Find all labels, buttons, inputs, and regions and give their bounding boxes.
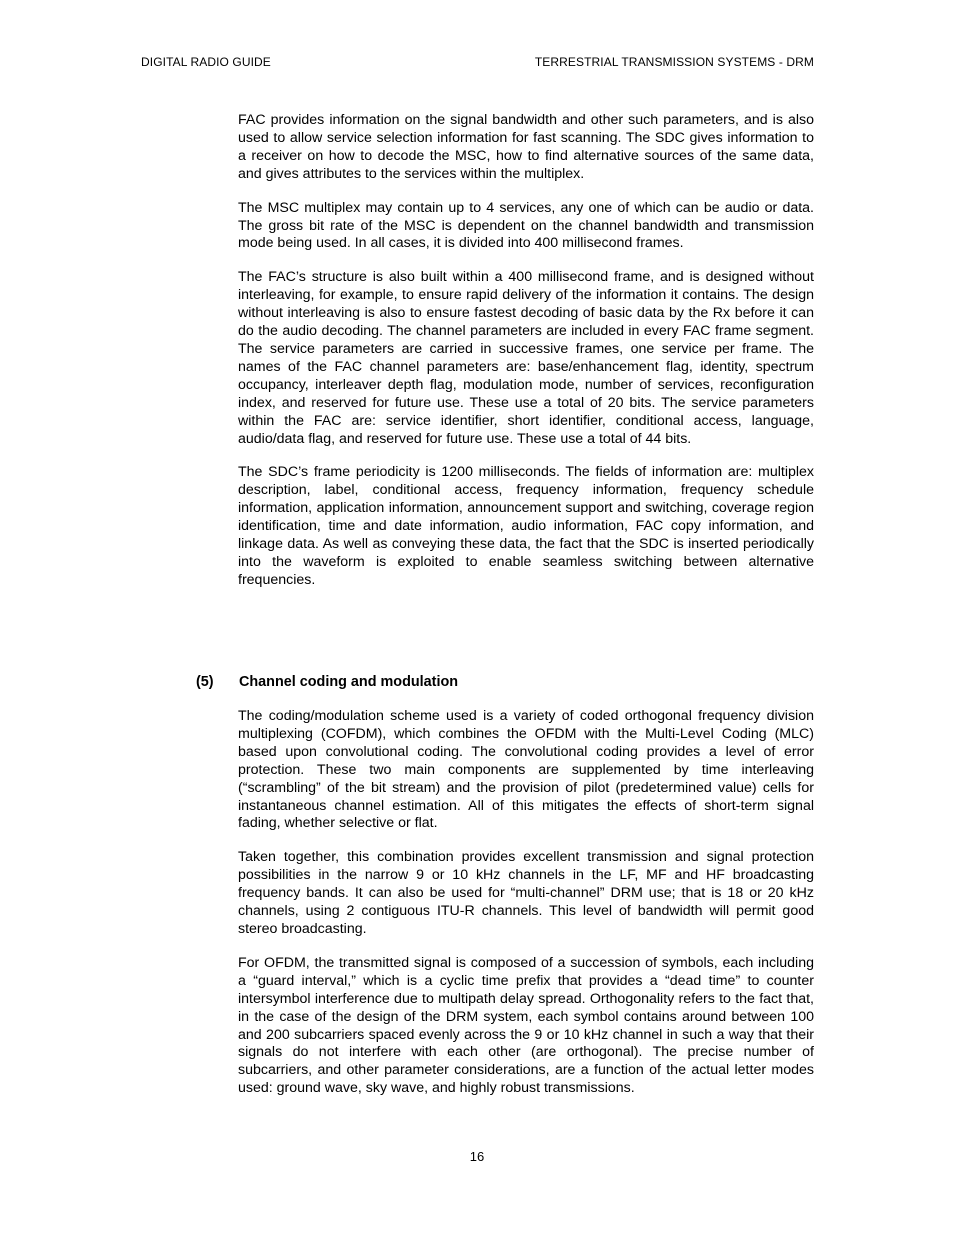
header-section-title: TERRESTRIAL TRANSMISSION SYSTEMS - DRM <box>534 55 814 69</box>
paragraph-fac-sdc: FAC provides information on the signal bandwidth and other such parameters, and is also used to allow service selection information for fast scanning. The SDC gives information to a receiver on how to decode the MSC, how to find alternative sources of the same data, and gives attributes to the services within the multiplex. <box>238 112 814 182</box>
intro-text-block <box>238 112 814 606</box>
section-text-block <box>238 708 814 1114</box>
paragraph-msc-multiplex: The MSC multiplex may contain up to 4 services, any one of which can be audio or data. The gross bit rate of the MSC is dependent on the channel bandwidth and transmission mode being used. In all cases, it is divided into 400 millisecond frames. <box>238 199 814 252</box>
header-document-title: DIGITAL RADIO GUIDE <box>141 55 271 69</box>
paragraph-sdc-frame: The SDC’s frame periodicity is 1200 milliseconds. The fields of information are: multiplex description, label, conditional access, frequency information, frequency schedule information, application information, announcement support and switching, coverage region identification, time and date information, audio information, FAC copy information, and linkage data. As well as conveying these data, the fact that the SDC is inserted periodically into the waveform is exploited to enable seamless switching between alternative frequencies. <box>238 464 814 588</box>
section-title: Channel coding and modulation <box>239 674 459 690</box>
section-number: (5) <box>196 674 214 690</box>
paragraph-fac-structure: The FAC’s structure is also built within a 400 millisecond frame, and is designed without interleaving, for example, to ensure rapid delivery of the information it contains. The design without interleaving is also to ensure fastest decoding of basic data by the Rx before it can do the audio decoding. The channel parameters are included in every FAC frame segment. The service parameters are carried in successive frames, one service per frame. The names of the FAC channel parameters are: base/enhancement flag, identity, spectrum occupancy, interleaver depth flag, modulation mode, number of services, reconfiguration index, and reserved for future use. These use a total of 20 bits. The service parameters within the FAC are: service identifier, short identifier, conditional access, language, audio/data flag, and reserved for future use. These use a total of 44 bits. <box>238 269 814 447</box>
page-number: 16 <box>469 1149 485 1164</box>
paragraph-channels: Taken together, this combination provides excellent transmission and signal protection possibilities in the narrow 9 or 10 kHz channels in the LF, MF and HF broadcasting frequency bands. It can also be used for “multi-channel” DRM use; that is 18 or 20 kHz channels, using 2 contiguous ITU-R channels. This level of bandwidth will permit good stereo broadcasting. <box>238 849 814 937</box>
paragraph-ofdm-symbols: For OFDM, the transmitted signal is composed of a succession of symbols, each including a “guard interval,” which is a cyclic time prefix that provides a “dead time” to counter intersymbol interference due to multipath delay spread. Orthogonality refers to the fact that, in the case of the design of the DRM system, each symbol contains around between 100 and 200 subcarriers spaced evenly across the 9 or 10 kHz channel in such a way that their signals do not interfere with each other (are orthogonal). The precise number of subcarriers, and other parameter considerations, are a function of the actual letter modes used: ground wave, sky wave, and highly robust transmissions. <box>238 954 814 1097</box>
paragraph-cofdm: The coding/modulation scheme used is a variety of coded orthogonal frequency division multiplexing (COFDM), which combines the OFDM with the Multi-Level Coding (MLC) based upon convolutional coding. The convolutional coding provides a level of error protection. These two main components are supplemented by time interleaving (“scrambling” of the bit stream) and the provision of pilot (predetermined value) cells for instantaneous channel estimation. All of this mitigates the effects of short-term signal fading, whether selective or flat. <box>238 708 814 832</box>
